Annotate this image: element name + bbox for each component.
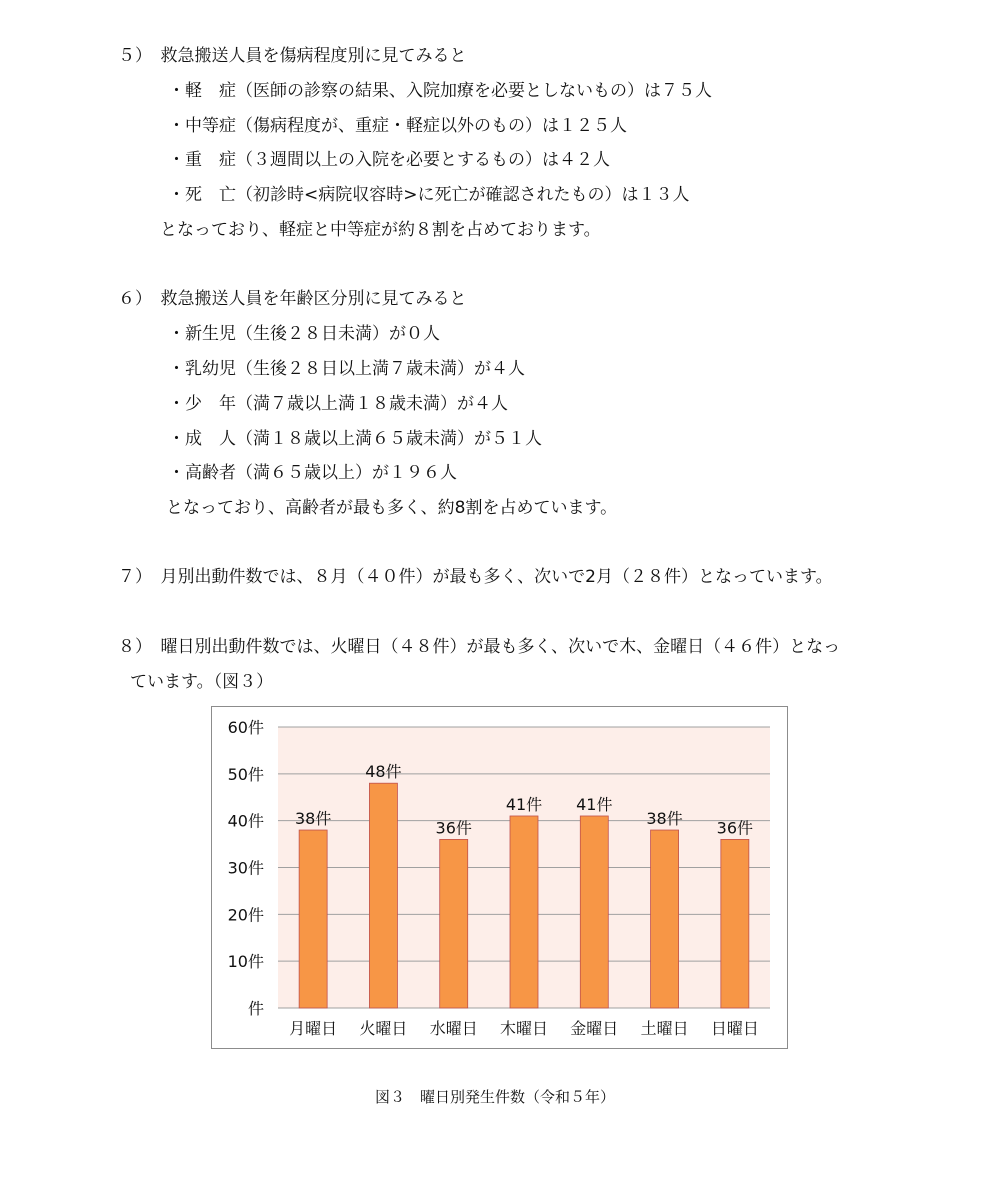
chart-frame — [211, 706, 788, 1049]
y-tick-label: 30件 — [227, 858, 264, 878]
y-tick-label: 10件 — [227, 952, 264, 972]
y-tick-label: 60件 — [227, 718, 264, 737]
bar-火曜日 — [369, 783, 397, 1008]
x-tick-label: 日曜日 — [710, 1019, 759, 1038]
x-tick-label: 火曜日 — [359, 1019, 408, 1038]
data-label: 41件 — [576, 794, 613, 814]
section5-item-moderate: ・中等症（傷病程度が、重症・軽症以外のもの）は１２５人 — [168, 116, 627, 136]
x-tick-label: 土曜日 — [640, 1019, 689, 1038]
bar-水曜日 — [440, 839, 468, 1008]
section6-item-infant: ・乳幼児（生後２８日以上満７歳未満）が４人 — [168, 359, 525, 379]
bar-金曜日 — [580, 816, 608, 1008]
section5-item-mild: ・軽 症（医師の診察の結果、入院加療を必要としないもの）は７５人 — [168, 81, 712, 101]
x-tick-label: 金曜日 — [570, 1019, 619, 1038]
x-tick-label: 月曜日 — [289, 1019, 338, 1038]
data-label: 36件 — [716, 818, 754, 838]
data-label: 38件 — [646, 809, 683, 829]
section6-item-newborn: ・新生児（生後２８日未満）が０人 — [168, 324, 440, 344]
section6-item-youth: ・少 年（満７歳以上満１８歳未満）が４人 — [168, 394, 508, 414]
x-tick-label: 木曜日 — [499, 1019, 549, 1038]
section5-item-severe: ・重 症（３週間以上の入院を必要とするもの）は４２人 — [168, 150, 610, 170]
x-tick-label: 水曜日 — [429, 1019, 478, 1038]
data-label: 38件 — [294, 809, 332, 829]
section7-text: ７） 月別出動件数では、８月（４０件）が最も多く、次いで2月（２８件）となっています。 — [118, 567, 833, 587]
section8-line1: ８） 曜日別出動件数では、火曜日（４８件）が最も多く、次いで木、金曜日（４６件）となっ — [118, 637, 841, 657]
y-tick-label: 50件 — [227, 764, 264, 784]
section5-heading: ５） 救急搬送人員を傷病程度別に見てみると — [118, 46, 467, 66]
figure-caption: 図３ 曜日別発生件数（令和５年） — [375, 1088, 616, 1106]
weekday-bar-chart — [212, 707, 787, 1048]
y-tick-label: 件 — [247, 999, 264, 1018]
section5-item-death: ・死 亡（初診時<病院収容時>に死亡が確認されたもの）は１３人 — [168, 185, 690, 205]
section6-summary: となっており、高齢者が最も多く、約8割を占めています。 — [166, 498, 618, 518]
data-label: 36件 — [435, 818, 472, 838]
section5-summary: となっており、軽症と中等症が約８割を占めております。 — [160, 220, 601, 240]
section6-item-elderly: ・高齢者（満６５歳以上）が１９６人 — [168, 463, 457, 483]
section6-item-adult: ・成 人（満１８歳以上満６５歳未満）が５１人 — [168, 429, 542, 449]
bar-月曜日 — [299, 830, 327, 1008]
bar-木曜日 — [510, 816, 538, 1008]
bar-土曜日 — [651, 830, 679, 1008]
data-label: 41件 — [505, 794, 543, 814]
y-tick-label: 40件 — [227, 811, 264, 831]
section8-line2: ています。（図３） — [130, 672, 274, 692]
data-label: 48件 — [365, 762, 402, 782]
y-tick-label: 20件 — [227, 905, 264, 925]
bar-日曜日 — [721, 839, 749, 1008]
section6-heading: ６） 救急搬送人員を年齢区分別に見てみると — [118, 289, 467, 309]
